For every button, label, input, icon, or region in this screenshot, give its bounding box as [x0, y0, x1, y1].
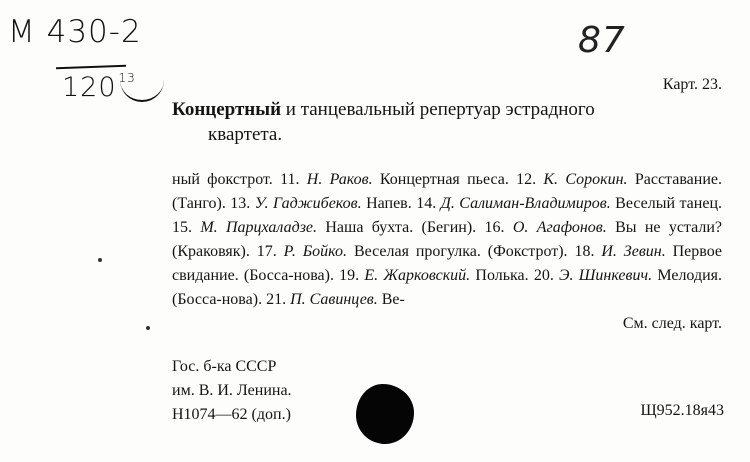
composer-name: П. Савинцев. [290, 291, 378, 308]
handwritten-superscript: 13 [118, 71, 136, 85]
speck-mark [146, 326, 150, 330]
content-text: Веселая прогулка. (Фокстрот). 18. [347, 243, 602, 260]
content-text: Напев. 14. [361, 195, 441, 212]
content-text: Вы не устали? (Краковяк). 17. [172, 219, 723, 260]
composer-name: И. Зевин. [601, 243, 666, 260]
composer-name: Н. Раков. [306, 171, 373, 188]
heading-line2: квартета. [208, 124, 283, 145]
composer-name: У. Гаджибеков. [254, 195, 362, 212]
punch-hole-blot [356, 384, 414, 444]
library-footer [172, 355, 292, 427]
content-text: Концертная пьеса. 12. [372, 171, 544, 188]
content-text: Полька. 20. [470, 267, 560, 284]
composer-name: О. Агафонов. [512, 219, 607, 236]
handwritten-sub-number [62, 72, 136, 103]
content-text: ный фокстрот. 11. [172, 171, 307, 188]
heading-bold: Концертный [172, 99, 282, 120]
handwritten-arc [120, 78, 164, 102]
content-body [172, 171, 722, 308]
content-text: Веселый танец. 15. [172, 195, 723, 236]
content-text: Ве- [377, 291, 405, 308]
heading-line1-rest: и танцевальный репертуар эстрадного [281, 99, 595, 120]
handwritten-call-number: М 430-2 [8, 14, 142, 50]
card-content [172, 168, 722, 336]
handwritten-sub-number-value: 120 [62, 72, 117, 103]
content-text: Первое свидание. (Босса-нова). 19. [172, 243, 722, 284]
content-text: Мелодия. (Босса-нова). 21. [172, 267, 723, 308]
composer-name: Э. Шинкевич. [559, 267, 653, 284]
handwritten-page-mark: 87 [578, 20, 626, 61]
composer-name: К. Сорокин. [543, 171, 628, 188]
continuation-note: См. след. карт. [622, 315, 722, 332]
footer-line-1: Гос. б-ка СССР [172, 358, 277, 375]
card-heading [172, 97, 595, 147]
classification-code: Щ952.18я43 [640, 402, 724, 419]
handwritten-underline [56, 65, 126, 69]
content-text: Расставание. (Танго). 13. [172, 171, 722, 212]
content-text: Наша бухта. (Бегин). 16. [317, 219, 513, 236]
footer-line-3: Н1074—62 (доп.) [172, 406, 291, 423]
card-number: Карт. 23. [662, 76, 722, 93]
composer-name: Д. Салиман-Владимиров. [440, 195, 611, 212]
speck-mark [98, 258, 102, 262]
composer-name: Р. Бойко. [283, 243, 348, 260]
footer-line-2: им. В. И. Ленина. [172, 382, 292, 399]
composer-name: Е. Жарковский. [364, 267, 471, 284]
composer-name: М. Парцхаладзе. [200, 219, 318, 236]
